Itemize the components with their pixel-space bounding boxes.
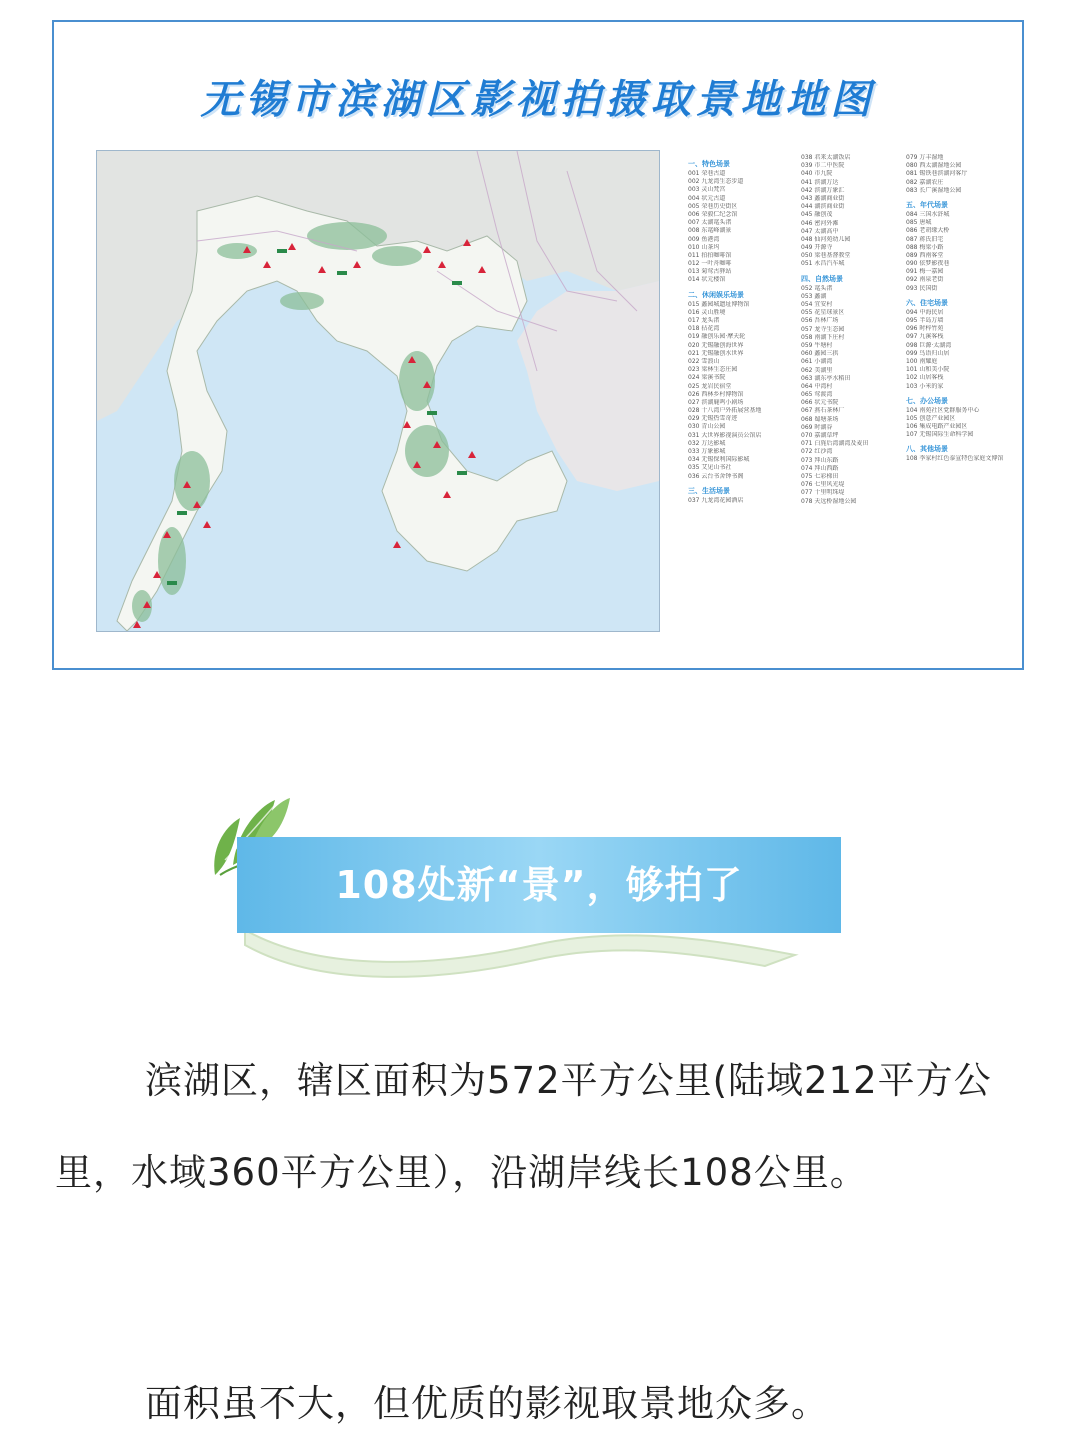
legend-item: 023 梁林生态庄园	[688, 366, 738, 374]
legend-item: 063 湖东亭水稻田	[801, 374, 851, 382]
legend-item: 030 青山公园	[688, 423, 726, 431]
legend-item: 054 宜安村	[801, 301, 833, 308]
legend-item: 017 龙头渚	[688, 317, 720, 324]
legend-item: 079 万丰湿地	[906, 154, 944, 161]
legend-column	[688, 154, 798, 505]
legend-column	[906, 154, 1016, 464]
legend-section-title: 五、年代场景	[906, 200, 948, 209]
legend-section-title: 六、住宅场景	[906, 298, 948, 307]
legend-item: 052 鼋头渚	[801, 284, 833, 292]
legend-item: 031 大世界影视演员公馆店	[688, 431, 762, 439]
legend-item: 082 嘉湖农庄	[906, 178, 944, 186]
legend-item: 027 滨湖鹿鸣小剧场	[688, 398, 744, 406]
legend-item: 068 蜀塘茶场	[801, 415, 839, 423]
legend-item: 003 灵山梵宫	[688, 186, 726, 194]
legend-item: 101 山和美小院	[906, 366, 950, 374]
legend-item: 074 拜山西路	[801, 464, 839, 472]
legend-section-title: 八、其他场景	[906, 445, 948, 454]
legend-item: 095 半岛万墙	[906, 317, 944, 324]
legend-item: 015 蠡园城遗址博物馆	[688, 300, 750, 308]
legend-item: 060 蠡园三拱	[801, 350, 839, 358]
legend-item: 083 长广溪湿地公园	[906, 186, 962, 194]
legend-item: 032 万达影城	[688, 439, 726, 447]
legend-item: 090 依梦影夜巷	[906, 260, 950, 268]
legend-item: 040 市九院	[801, 170, 833, 178]
legend-item: 051 永昌汽车城	[801, 260, 845, 268]
legend-item: 087 蒋氏旧宅	[906, 235, 944, 243]
legend-item: 105 创意产业园区	[906, 414, 956, 422]
legend-item: 102 山居客栈	[906, 374, 944, 382]
map-poster	[52, 20, 1024, 670]
legend-item: 011 拍拍咖啡馆	[688, 251, 732, 259]
legend-item: 007 太湖鼋头渚	[688, 219, 732, 227]
legend-item: 043 蠡湖商业街	[801, 194, 845, 202]
poster-title: 无锡市滨湖区影视拍摄取景地地图	[200, 77, 876, 123]
legend-item: 019 融创乐园·摩天轮	[688, 333, 746, 341]
legend-item: 014 状元楼馆	[688, 276, 726, 284]
legend-item: 034 无锡保利国际影城	[688, 456, 750, 464]
legend-item: 097 九溪客栈	[906, 333, 944, 341]
legend-item: 001 荣巷古道	[688, 170, 726, 177]
legend-section-title: 二、休闲娱乐场景	[688, 290, 744, 299]
legend-item: 078 天远桥湿地公园	[801, 497, 857, 505]
legend-item: 008 东鼋峰湖景	[688, 227, 732, 235]
legend-item: 053 蠡湖	[801, 292, 827, 300]
legend-section-title: 三、生活场景	[688, 486, 730, 495]
legend-item: 093 民国街	[906, 284, 938, 292]
legend-item: 047 太湖高中	[801, 227, 839, 235]
legend-item: 044 湖滨商业街	[801, 203, 845, 211]
legend-item: 055 花星球景区	[801, 309, 845, 317]
legend-item: 035 艾见山书社	[688, 464, 732, 472]
legend-item: 041 滨湖万达	[801, 178, 839, 186]
legend-column	[801, 154, 911, 506]
legend-item: 100 南耀庭	[906, 357, 938, 365]
legend-item: 094 中海民居	[906, 308, 944, 316]
map-image[interactable]	[96, 150, 660, 632]
legend-item: 028 十八湾户外拓展营基地	[688, 407, 762, 415]
legend-item: 016 灵山胜境	[688, 308, 726, 316]
legend-item: 085 唐城	[906, 219, 932, 227]
legend-item: 009 鱼港湾	[688, 235, 720, 243]
legend-item: 042 滨湖万象汇	[801, 186, 845, 194]
legend-item: 072 红沙湾	[801, 448, 833, 456]
legend-item: 059 牛塘村	[801, 341, 833, 349]
legend-item: 073 拜山东路	[801, 456, 839, 464]
legend-item: 062 美湖里	[801, 366, 833, 374]
legend-item: 020 无锡融创海世界	[688, 341, 744, 349]
legend-item: 107 无锡国际生命科学园	[906, 431, 974, 439]
legend-item: 002 九龙湾生态步道	[688, 178, 744, 186]
legend-item: 022 雪浪山	[688, 357, 720, 365]
legend-item: 099 鸟语归山居	[906, 349, 950, 357]
legend-item: 092 南泉老街	[906, 276, 944, 284]
legend-item: 050 梁巷基督教堂	[801, 252, 851, 260]
legend-item: 018 拈花湾	[688, 325, 720, 333]
legend-item: 096 时梓竹苑	[906, 325, 944, 333]
legend-item: 066 状元书院	[801, 399, 839, 407]
legend-item: 057 龙寺生态园	[801, 325, 845, 333]
legend-item: 080 西太湖湿地公园	[906, 162, 962, 170]
legend-item: 026 西林乡村博物馆	[688, 390, 744, 398]
legend-item: 025 龙岩民宿堂	[688, 382, 732, 390]
legend-item: 075 七彩梯田	[801, 472, 839, 480]
legend-item: 061 小湖湾	[801, 358, 833, 366]
legend-item: 065 莺渡湾	[801, 391, 833, 399]
legend-item: 029 无锡热雪奇迹	[688, 415, 738, 423]
legend-item: 024 梁溪书院	[688, 374, 726, 382]
legend-section-title: 七、办公场景	[906, 396, 948, 405]
legend-item: 013 菊莺古驿站	[688, 268, 732, 276]
legend-item: 089 西南客堂	[906, 251, 944, 259]
legend-item: 084 三国水浒城	[906, 210, 950, 218]
legend-item: 056 吾林广场	[801, 317, 839, 325]
legend-item: 070 嘉湖草坪	[801, 432, 839, 439]
body-paragraph: 滨湖区，辖区面积为572平方公里(陆域212平方公里，水域360平方公里），沿湖岸线长108公里。	[55, 1059, 992, 1194]
legend-item: 038 君来太湖饭店	[801, 154, 851, 161]
legend-item: 064 中湾村	[801, 382, 833, 390]
district-map	[97, 151, 659, 631]
legend-item: 048 仙河苑幼儿园	[801, 235, 851, 243]
legend-item: 037 九龙湾花园酒店	[688, 496, 744, 504]
legend-item: 069 时湖谷	[801, 423, 833, 431]
legend-item: 077 十里明珠堤	[801, 489, 845, 497]
legend-item: 098 巨源·太湖湾	[906, 341, 952, 349]
legend-item: 091 梅一嘉园	[906, 268, 944, 276]
legend-section-title: 一、特色场景	[688, 160, 730, 168]
legend-item: 005 荣巷历史街区	[688, 202, 738, 210]
legend-item: 012 一叶舟咖啡	[688, 260, 732, 268]
ribbon-wave	[245, 930, 795, 977]
legend-item: 108 李家村红色泰宣特色家庭文博馆	[906, 455, 1004, 463]
legend-item: 006 荣毅仁纪念馆	[688, 210, 738, 218]
section-heading: 108处新“景”，够拍了	[335, 863, 743, 907]
body-paragraph: 面积虽不大，但优质的影视取景地众多。	[145, 1382, 829, 1425]
legend-item: 076 七里风光堤	[801, 481, 845, 489]
legend-item: 021 无锡融创水世界	[688, 349, 744, 357]
legend-item: 004 状元古道	[688, 194, 726, 202]
legend-item: 058 南湖下庄村	[801, 333, 845, 341]
legend-section-title: 四、自然场景	[801, 274, 843, 283]
legend-item: 010 山茶坞	[688, 243, 720, 251]
legend-item: 067 燕石茶林厂	[801, 407, 845, 415]
legend-item: 049 开源寺	[801, 244, 833, 252]
legend-item: 046 密河外滩	[801, 219, 839, 227]
legend-item: 086 老胡缘大桥	[906, 227, 950, 235]
legend-item: 104 南苑社区党群服务中心	[906, 406, 980, 414]
legend-item: 081 锡铁巷滨湖河客厅	[906, 170, 968, 178]
legend-item: 103 小米的家	[906, 382, 944, 390]
legend-item: 106 集成电路产业园区	[906, 423, 968, 431]
legend-item: 071 白旄后湾湖湾及麦田	[801, 440, 869, 448]
legend-item: 033 万象影城	[688, 448, 726, 455]
legend-item: 036 云台书舍钟书阁	[688, 472, 744, 480]
section-heading-banner	[205, 770, 845, 1000]
legend-item: 045 融创茂	[801, 211, 833, 219]
legend-item: 088 梅梁小路	[906, 243, 944, 251]
legend-item: 039 市二中医院	[801, 162, 845, 170]
